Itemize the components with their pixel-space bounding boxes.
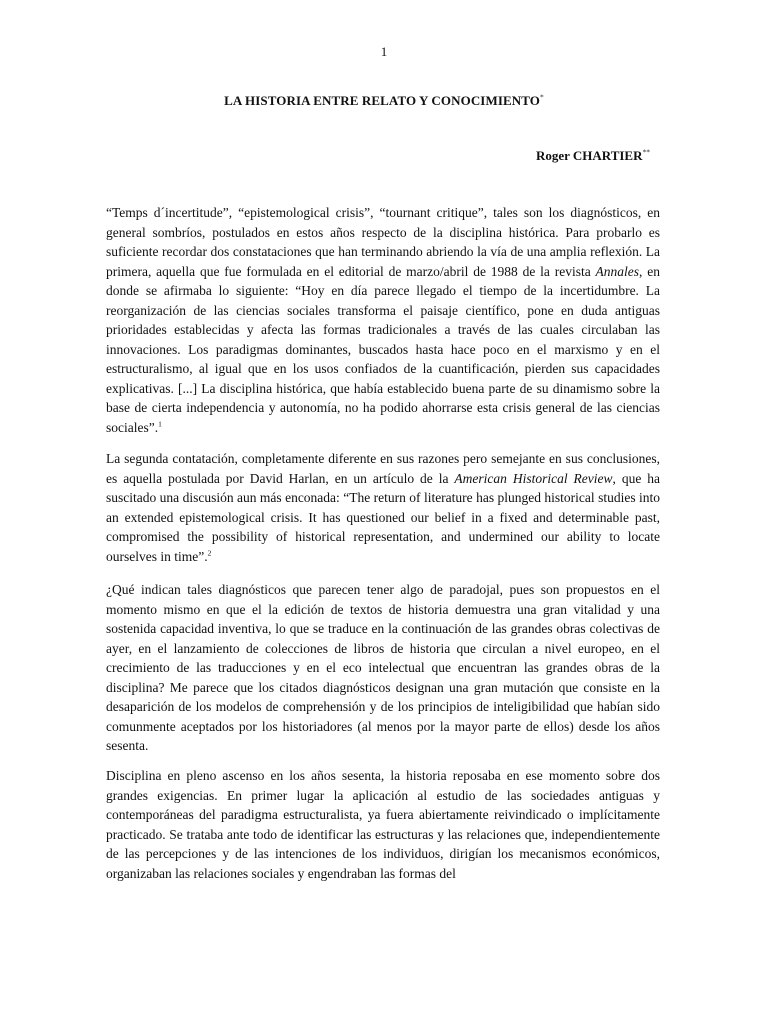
paragraph-3: ¿Qué indican tales diagnósticos que parecen tener algo de paradojal, pues son propuestos en el momento mismo en que el la edición de textos de historia demuestra una gran vitalidad y una sostenida capacidad inventiva, lo que se traduce en la continuación de las grandes obras colectivas de ayer, en el lanzamiento de colecciones de libros de historia que circulan a nivel europeo, en el crecimiento de las traducciones y en el eco intelectual que encuentran las grandes obras de la disciplina? Me parece que los citados diagnósticos designan una gran mutación que consiste en la desaparición de los modelos de comprehensión y de los principios de inteligibilidad que habían sido comunmente aceptados por los historiadores (al menos por la mayor parte de ellos) desde los años sesenta. [106, 582, 660, 753]
journal-american-historical-review: American Historical Review [454, 470, 613, 486]
paragraph-2-text-a: La segunda contatación, completamente diferente en sus razones pero semejante en sus conclusiones, es aquella postulada por David Harlan, en un artículo de la [106, 451, 660, 486]
author-name [536, 148, 650, 164]
journal-annales: Annales [595, 263, 640, 279]
footnote-ref-2: 2 [207, 548, 212, 557]
title-text: LA HISTORIA ENTRE RELATO Y CONOCIMIENTO [224, 93, 540, 108]
paragraph-4: Disciplina en pleno ascenso en los años sesenta, la historia reposaba en ese momento sobre dos grandes exigencias. En primer lugar la aplicación al estudio de las sociedades antiguas y contemporáneas del paradigma estructuralista, ya fuera abiertamente reivindicado o implícitamente practicado. Se trataba ante todo de identificar las estructuras y las relaciones que, independientemente de las percepciones y de las intenciones de los individuos, dirigían los mecanismos económicos, organizaban las relaciones sociales y engendraban las formas del [106, 768, 660, 881]
paragraph-1 [106, 203, 660, 437]
paragraph-2-text-b: , que ha suscitado una discusión aun más enconada: “The return of literature has plunged historical studies into an extended epistemological crisis. It has questioned our belief in a fixed and determinable past, compromised the possibility of historical representation, and undermined our ability to locate ourselves in time”. [106, 470, 661, 564]
author-footnote-mark: ** [642, 147, 650, 157]
document-title [0, 93, 768, 109]
paragraph-1-text-a: “Temps d´incertitude”, “epistemological crisis”, “tournant critique”, tales son los diagnósticos, en general sombríos, postulados en estos años respecto de la disciplina histórica. Para probarlo es suficiente recordar dos constataciones que han terminando abriendo la vía de una amplia reflexión. La primera, aquella que fue formulada en el editorial de marzo/abril de 1988 de la revista [106, 205, 660, 279]
paragraph-2 [106, 449, 660, 566]
title-footnote-mark: * [540, 92, 544, 102]
paragraph-1-text-b: , en donde se afirmaba lo siguiente: “Hoy en día parece llegado el tiempo de la incertidumbre. La reorganización de las ciencias sociales transforma el paisaje científico, pone en duda antiguas prioridades establecidas y afecta las formas tradicionales a través de las cuales circulaban las innovaciones. Los paradigmas dominantes, buscados hasta hace poco en el marxismo y en el estructuralismo, al igual que en los usos confiados de la cuantificación, pierden sus capacidades explicativas. [...] La disciplina histórica, que había establecido buena parte de su dinamismo sobre la base de cierta independencia y autonomía, no ha podido ahorrarse esta crisis general de las ciencias sociales”. [106, 263, 660, 435]
author-text: Roger CHARTIER [535, 148, 643, 163]
footnote-ref-1: 1 [158, 419, 162, 428]
page-number: 1 [380, 44, 388, 59]
